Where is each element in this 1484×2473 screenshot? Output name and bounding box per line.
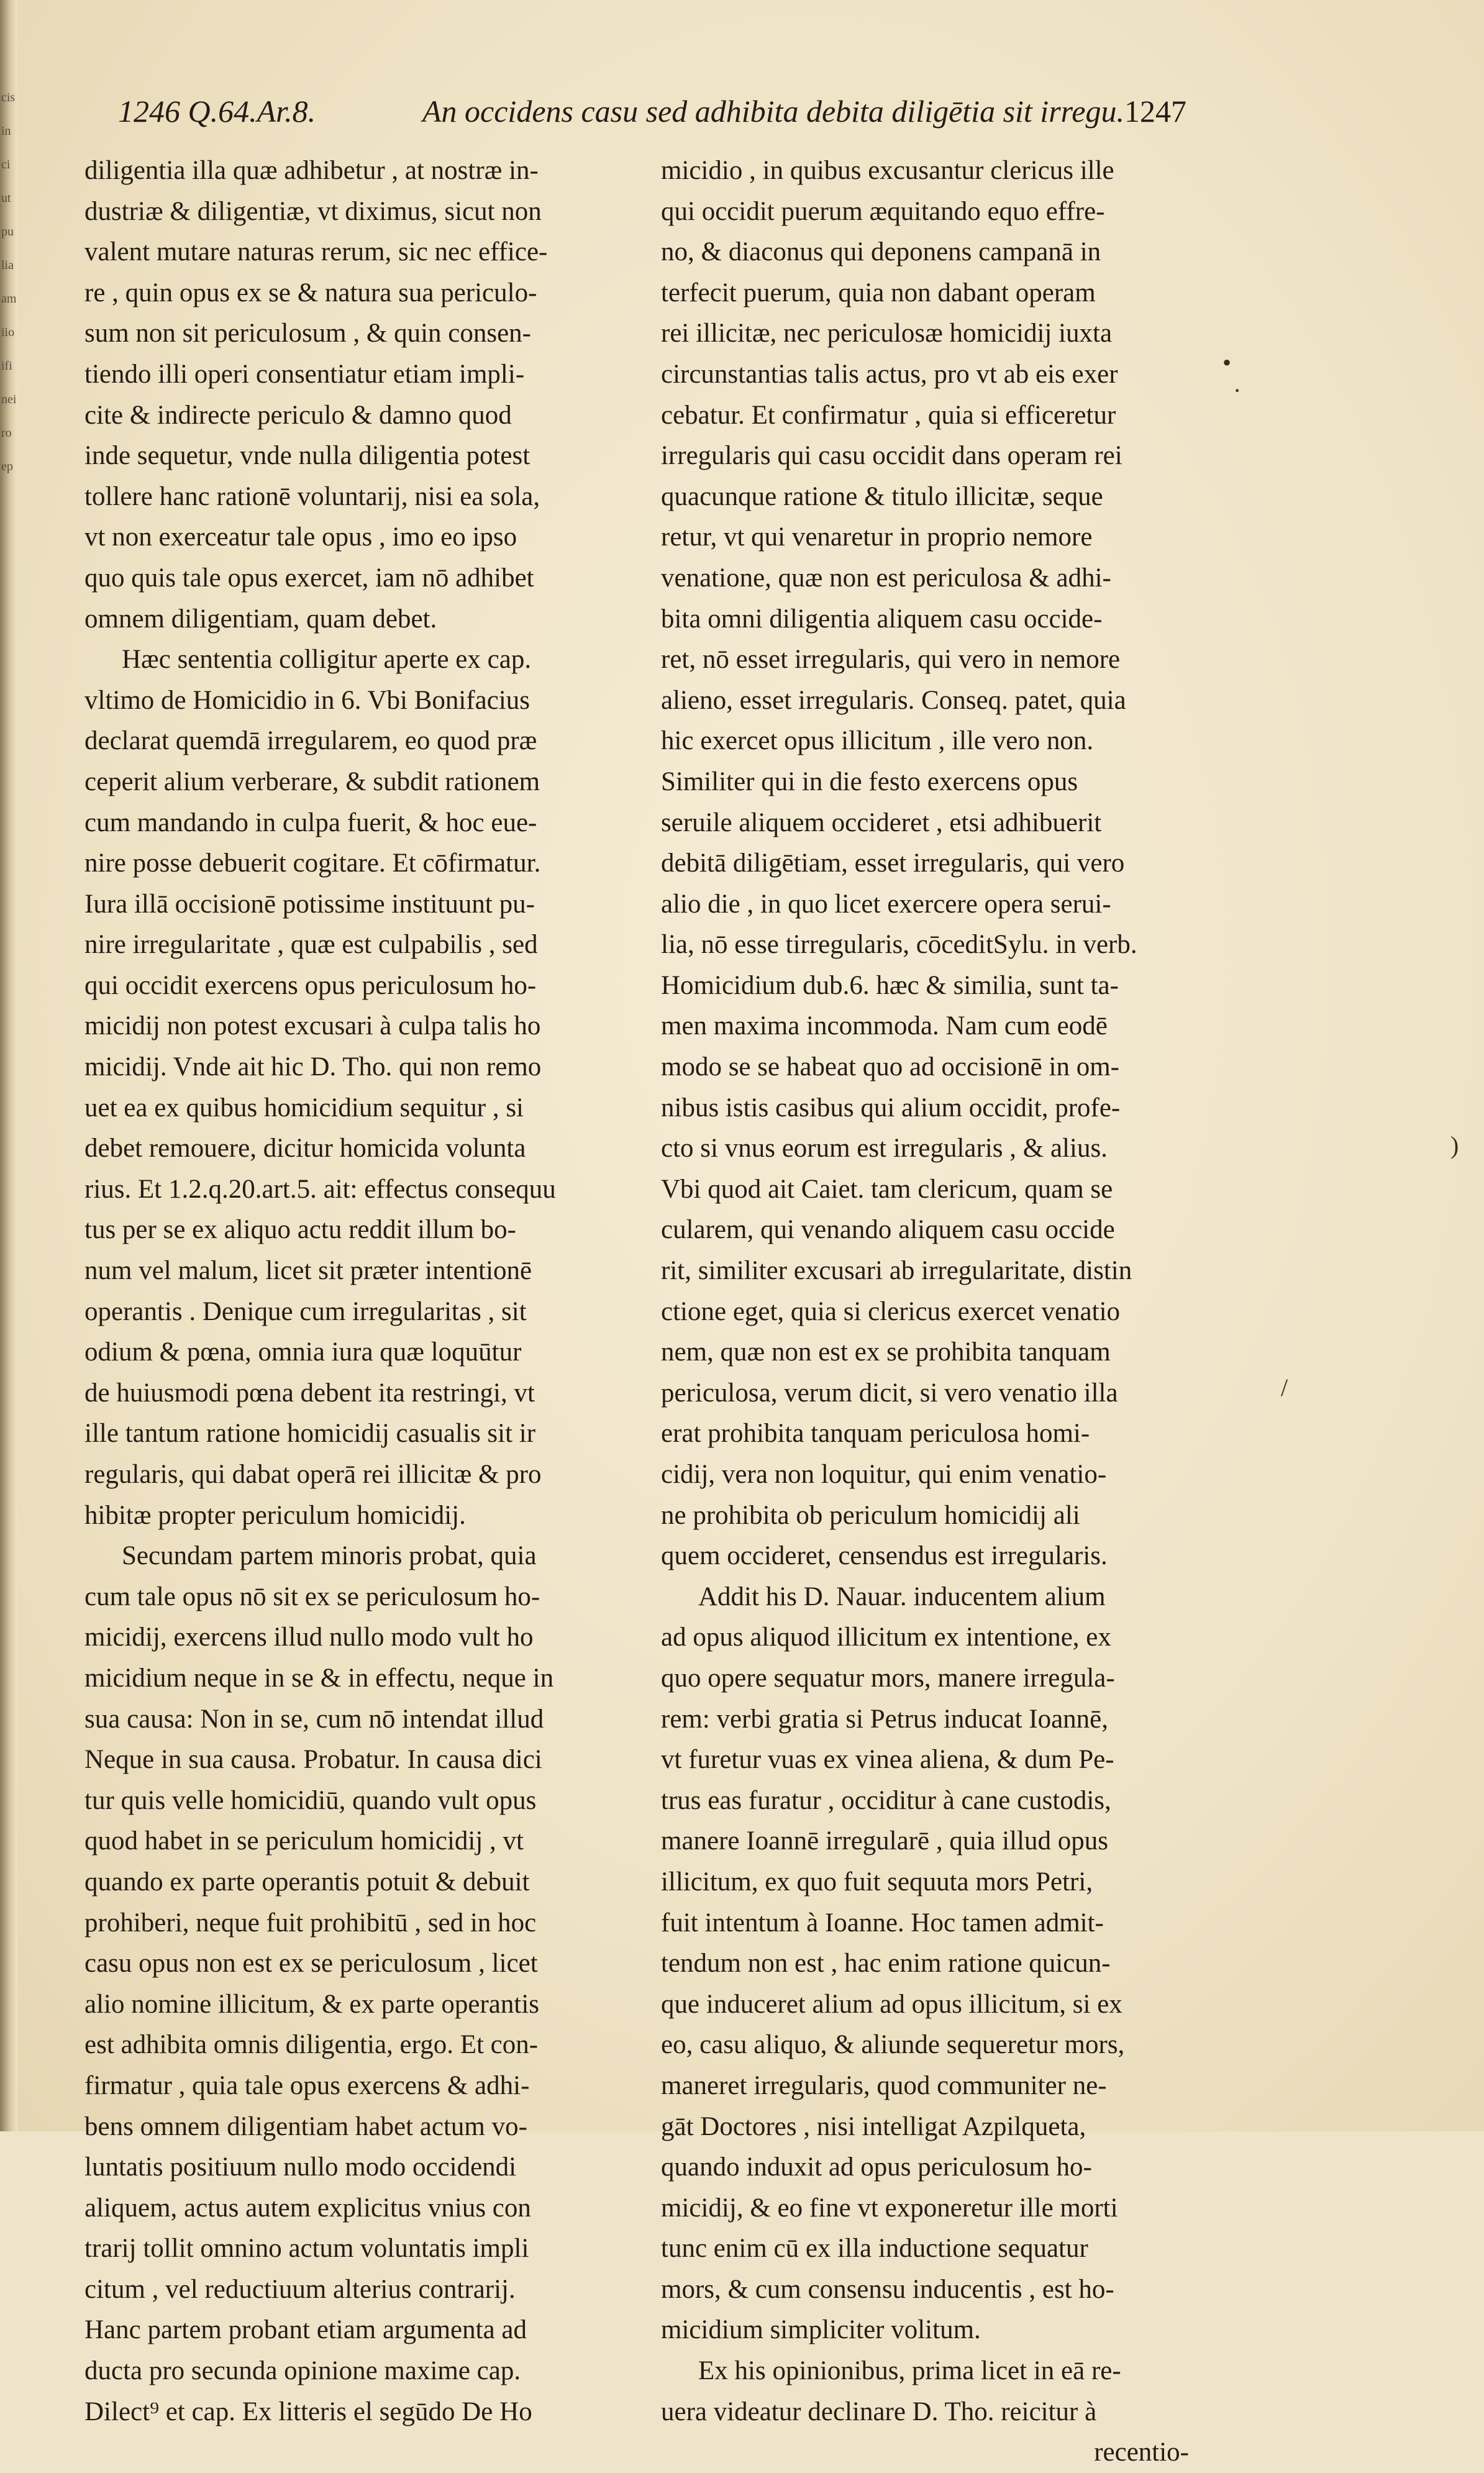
text-line: de huiusmodi pœna debent ita restringi, vt [84,1378,535,1408]
gutter-fragment: ut [1,191,11,205]
text-line: fuit intentum à Ioanne. Hoc tamen admit- [661,1908,1104,1938]
text-line: alieno, esset irregularis. Conseq. patet, quia [661,685,1126,715]
text-line: quo quis tale opus exercet, iam nō adhibet [84,563,534,593]
margin-mark: ) [1450,1131,1459,1159]
text-line: ad opus aliquod illicitum ex intentione, ex [661,1623,1111,1652]
text-line: Dilect⁹ et cap. Ex litteris el segūdo De Ho [84,2397,532,2426]
text-line: ctione eget, quia si clericus exercet venatio [661,1296,1121,1326]
text-line: ducta pro secunda opinione maxime cap. [84,2356,521,2386]
text-line: rit, similiter excusari ab irregularitate, distin [661,1256,1132,1286]
text-line: Homicidium dub.6. hæc & similia, sunt ta- [661,970,1119,1000]
text-line: mors, & cum consensu inducentis , est ho- [661,2274,1114,2304]
text-line: re , quin opus ex se & natura sua periculo- [84,278,537,307]
text-line: illicitum, ex quo fuit sequuta mors Petri, [661,1867,1093,1897]
text-line: lia, nō esse tirregularis, cōceditSylu. in verb. [661,930,1137,960]
text-line: trus eas furatur , occiditur à cane custodis, [661,1785,1111,1815]
text-line: quacunque ratione & titulo illicitæ, seque [661,481,1103,511]
text-line: Hæc sententia colligitur aperte ex cap. [122,645,532,675]
text-line: alio die , in quo licet exercere opera serui- [661,889,1111,919]
text-line: regularis, qui dabat operā rei illicitæ & pro [84,1460,542,1489]
text-line: modo se se habeat quo ad occisionē in om- [661,1052,1119,1082]
text-line: maneret irregularis, quod communiter ne- [661,2070,1107,2100]
gutter-fragment: iio [1,326,15,339]
text-line: trarij tollit omnino actum voluntatis impli [84,2234,529,2264]
text-line: quo opere sequatur mors, manere irregula- [661,1663,1115,1693]
text-line: seruile aliquem occideret , etsi adhibuerit [661,808,1102,837]
text-line: gāt Doctores , nisi intelligat Azpilqueta, [661,2111,1086,2141]
text-line: dustriæ & diligentiæ, vt diximus, sicut non [84,196,542,226]
text-line: circunstantias talis actus, pro vt ab eis exer [661,359,1118,389]
margin-mark: / [1281,1373,1288,1401]
text-line: nire posse debuerit cogitare. Et cōfirmatur. [84,849,541,878]
text-line: vt non exerceatur tale opus , imo eo ipso [84,522,517,552]
text-line: Addit his D. Nauar. inducentem alium [698,1582,1106,1611]
page-number-left: 1246 [118,94,180,129]
gutter-fragment: nei [1,393,17,406]
gutter-fragment: lia [1,258,14,272]
text-line: hibitæ propter periculum homicidij. [84,1500,466,1530]
text-line: luntatis positiuum nullo modo occidendi [84,2152,517,2182]
text-line: ne prohibita ob periculum homicidij ali [661,1500,1080,1530]
text-line: Iura illā occisionē potissime instituunt pu- [84,889,535,919]
gutter-fragment: cis [1,91,16,104]
text-line: cum tale opus nō sit ex se periculosum ho- [84,1582,540,1611]
text-line: alio nomine illicitum, & ex parte operantis [84,1989,540,2019]
text-line: quando ex parte operantis potuit & debuit [84,1867,530,1897]
section-reference: Q.64.Ar.8. [188,94,316,129]
text-line: tus per se ex aliquo actu reddit illum bo- [84,1215,516,1245]
gutter-fragment: ep [1,460,13,473]
gutter-fragment: am [1,292,17,306]
text-line: ceperit alium verberare, & subdit rationem [84,767,540,796]
text-line: micidium simpliciter volitum. [661,2315,981,2345]
text-line: ille tantum ratione homicidij casualis sit ir [84,1419,536,1449]
text-line: sum non sit periculosum , & quin consen- [84,319,531,348]
text-line: nem, quæ non est ex se prohibita tanquam [661,1337,1111,1367]
text-line: rem: verbi gratia si Petrus inducat Ioannē, [661,1704,1109,1734]
text-line: tiendo illi operi consentiatur etiam impli- [84,359,525,389]
text-line: que induceret alium ad opus illicitum, si ex [661,1989,1122,2019]
text-line: qui occidit exercens opus periculosum ho- [84,970,537,1000]
right-column [661,150,1189,2473]
text-line: men maxima incommoda. Nam cum eodē [661,1011,1108,1041]
text-line: valent mutare naturas rerum, sic nec effice- [84,237,548,267]
text-line: Ex his opinionibus, prima licet in eā re- [698,2356,1121,2386]
text-line: tollere hanc rationē voluntarij, nisi ea sola, [84,481,540,511]
header-page-number-left [118,93,316,129]
text-line: periculosa, verum dicit, si vero venatio illa [661,1378,1118,1408]
text-line: prohiberi, neque fuit prohibitū , sed in hoc [84,1908,537,1938]
text-line: cebatur. Et confirmatur , quia si efficeretur [661,400,1116,430]
text-line: erat prohibita tanquam periculosa homi- [661,1419,1090,1449]
text-line: micidium neque in se & in effectu, neque in [84,1663,554,1693]
page-number-right: 1247 [1124,94,1186,129]
text-line: Similiter qui in die festo exercens opus [661,767,1078,796]
gutter-fragment: ci [1,158,11,171]
text-line: eo, casu aliquo, & aliunde sequeretur mors, [661,2030,1125,2060]
text-line: citum , vel reductiuum alterius contrarij. [84,2274,516,2304]
text-line: Neque in sua causa. Probatur. In causa dici [84,1745,542,1775]
text-line: terfecit puerum, quia non dabant operam [661,278,1096,307]
gutter-fragment: pu [1,225,14,239]
text-line: Secundam partem minoris probat, quia [122,1541,537,1571]
text-line: tendum non est , hac enim ratione quicun- [661,1949,1111,1979]
text-line: qui occidit puerum æquitando equo effre- [661,196,1105,226]
text-line: firmatur , quia tale opus exercens & adhi- [84,2070,530,2100]
text-line: quem occideret, censendus est irregularis. [661,1541,1108,1571]
text-line: sua causa: Non in se, cum nō intendat illud [84,1704,544,1734]
text-line: vltimo de Homicidio in 6. Vbi Bonifacius [84,685,530,715]
running-title: An occidens casu sed adhibita debita diligētia sit irregu. [422,94,1124,129]
text-line: debet remouere, dicitur homicida volunta [84,1134,526,1164]
margin-dot: · [1233,376,1242,404]
text-line: recentio- [1094,2438,1189,2467]
text-line: irregularis qui casu occidit dans operam rei [661,441,1122,471]
text-line: cto si vnus eorum est irregularis , & alius. [661,1134,1108,1164]
text-line: odium & pœna, omnia iura quæ loquūtur [84,1337,522,1367]
text-line: quando induxit ad opus periculosum ho- [661,2152,1092,2182]
text-line: micidio , in quibus excusantur clericus ille [661,156,1114,185]
text-line: cite & indirecte periculo & damno quod [84,400,512,430]
text-line: bita omni diligentia aliquem casu occide- [661,604,1103,634]
text-line: micidij. Vnde ait hic D. Tho. qui non remo [84,1052,542,1082]
text-line: declarat quemdā irregularem, eo quod præ [84,726,537,756]
page-header [118,93,1186,143]
text-line: est adhibita omnis diligentia, ergo. Et con- [84,2030,539,2060]
margin-dot: • [1222,348,1232,376]
text-line: inde sequetur, vnde nulla diligentia potest [84,441,530,471]
left-column [84,150,631,2432]
text-line: Hanc partem probant etiam argumenta ad [84,2315,527,2345]
text-line: uera videatur declinare D. Tho. reicitur à [661,2397,1097,2426]
text-line: nibus istis casibus qui alium occidit, profe- [661,1093,1121,1123]
text-line: debitā diligētiam, esset irregularis, qui vero [661,849,1125,878]
gutter-bleed-text [1,81,19,553]
gutter-fragment: ro [1,426,12,440]
text-line: no, & diaconus qui deponens campanā in [661,237,1101,267]
text-line: diligentia illa quæ adhibetur , at nostræ in- [84,156,539,185]
text-line: hic exercet opus illicitum , ille vero non. [661,726,1094,756]
text-line: Vbi quod ait Caiet. tam clericum, quam se [661,1174,1113,1204]
text-line: cidij, vera non loquitur, qui enim venatio- [661,1460,1107,1489]
text-line: uet ea ex quibus homicidium sequitur , si [84,1093,524,1123]
text-line: micidij non potest excusari à culpa talis ho [84,1011,541,1041]
text-line: omnem diligentiam, quam debet. [84,604,437,634]
text-line: venatione, quæ non est periculosa & adhi- [661,563,1111,593]
text-line: cum mandando in culpa fuerit, & hoc eue- [84,808,537,837]
text-line: rei illicitæ, nec periculosæ homicidij iuxta [661,319,1113,348]
gutter-fragment: ifi [1,359,12,373]
text-line: rius. Et 1.2.q.20.art.5. ait: effectus consequu [84,1174,556,1204]
text-line: num vel malum, licet sit præter intentionē [84,1256,532,1286]
text-line: micidij, & eo fine vt exponeretur ille morti [661,2193,1118,2223]
text-line: operantis . Denique cum irregularitas , sit [84,1296,527,1326]
text-line: ret, nō esset irregularis, qui vero in nemore [661,645,1121,675]
text-line: tur quis velle homicidiū, quando vult opus [84,1785,537,1815]
text-line: manere Ioannē irregularē , quia illud opus [661,1826,1108,1856]
text-line: micidij, exercens illud nullo modo vult ho [84,1623,534,1652]
text-line: bens omnem diligentiam habet actum vo- [84,2111,527,2141]
text-line: nire irregularitate , quæ est culpabilis , sed [84,930,538,960]
text-line: tunc enim cū ex illa inductione sequatur [661,2234,1088,2264]
text-line: aliquem, actus autem explicitus vnius con [84,2193,531,2223]
gutter-fragment: in [1,124,11,138]
text-line: quod habet in se periculum homicidij , vt [84,1826,524,1856]
text-line: retur, vt qui venaretur in proprio nemore [661,522,1093,552]
text-line: cularem, qui venando aliquem casu occide [661,1215,1115,1245]
text-line: casu opus non est ex se periculosum , licet [84,1949,538,1979]
text-line: vt furetur vuas ex vinea aliena, & dum Pe- [661,1745,1114,1775]
